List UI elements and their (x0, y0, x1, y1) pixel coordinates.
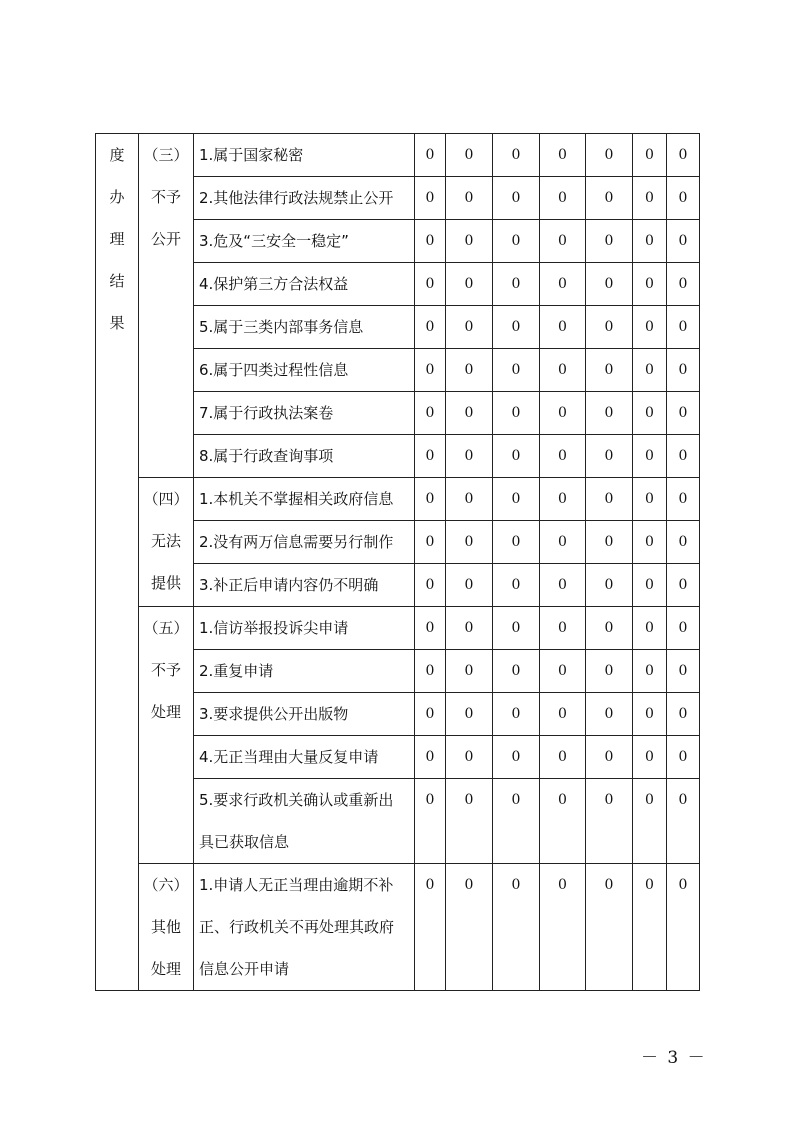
value-cell: 0 (633, 177, 667, 220)
value-cell: 0 (446, 779, 493, 864)
value-cell: 0 (633, 736, 667, 779)
value-cell: 0 (446, 392, 493, 435)
value-cell: 0 (667, 220, 700, 263)
category-label-line: 处理 (150, 703, 181, 721)
item-cell (194, 693, 415, 736)
value-cell: 0 (493, 521, 540, 564)
value-cell: 0 (493, 779, 540, 864)
value-cell: 0 (667, 779, 700, 864)
item-text-line: 2.重复申请 (199, 662, 274, 680)
section-label-char: 果 (109, 314, 125, 332)
category-label-line: （五） (143, 619, 189, 637)
value-cell: 0 (415, 349, 446, 392)
value-cell: 0 (540, 478, 586, 521)
value-cell: 0 (540, 693, 586, 736)
value-cell: 0 (667, 607, 700, 650)
value-cell: 0 (415, 607, 446, 650)
item-text-line: 2.其他法律行政法规禁止公开 (199, 189, 394, 207)
category-label-line: 提供 (150, 574, 181, 592)
value-cell: 0 (667, 349, 700, 392)
item-cell (194, 435, 415, 478)
value-cell: 0 (633, 392, 667, 435)
value-cell: 0 (446, 220, 493, 263)
item-text-line: 1.申请人无正当理由逾期不补 (199, 876, 394, 894)
value-cell: 0 (667, 864, 700, 991)
value-cell: 0 (540, 306, 586, 349)
value-cell: 0 (586, 607, 633, 650)
value-cell: 0 (633, 650, 667, 693)
category-cell (139, 478, 194, 607)
value-cell: 0 (667, 521, 700, 564)
value-cell: 0 (415, 392, 446, 435)
item-cell (194, 392, 415, 435)
section-label-char: 办 (109, 188, 125, 206)
item-cell (194, 220, 415, 263)
value-cell: 0 (446, 736, 493, 779)
value-cell: 0 (586, 349, 633, 392)
item-text-line: 信息公开申请 (199, 960, 290, 978)
value-cell: 0 (586, 220, 633, 263)
value-cell: 0 (586, 392, 633, 435)
item-cell (194, 521, 415, 564)
category-cell (139, 134, 194, 478)
value-cell: 0 (586, 177, 633, 220)
value-cell: 0 (540, 435, 586, 478)
value-cell: 0 (667, 736, 700, 779)
category-label-line: 处理 (150, 960, 181, 978)
item-cell (194, 607, 415, 650)
value-cell: 0 (586, 650, 633, 693)
value-cell: 0 (493, 650, 540, 693)
value-cell: 0 (540, 220, 586, 263)
value-cell: 0 (446, 693, 493, 736)
value-cell: 0 (415, 134, 446, 177)
item-text-line: 2.没有两万信息需要另行制作 (199, 533, 394, 551)
category-label-line: 其他 (150, 918, 181, 936)
item-text-line: 7.属于行政执法案卷 (199, 404, 334, 422)
value-cell: 0 (493, 607, 540, 650)
value-cell: 0 (540, 736, 586, 779)
value-cell: 0 (667, 306, 700, 349)
item-cell (194, 864, 415, 991)
item-text-line: 5.要求行政机关确认或重新出 (199, 791, 394, 809)
value-cell: 0 (493, 220, 540, 263)
value-cell: 0 (446, 521, 493, 564)
value-cell: 0 (493, 263, 540, 306)
value-cell: 0 (586, 134, 633, 177)
value-cell: 0 (586, 693, 633, 736)
value-cell: 0 (540, 392, 586, 435)
value-cell: 0 (540, 134, 586, 177)
category-label-line: （六） (143, 876, 189, 894)
section-label-char: 度 (109, 146, 125, 164)
value-cell: 0 (540, 349, 586, 392)
item-text-line: 6.属于四类过程性信息 (199, 361, 349, 379)
value-cell: 0 (540, 779, 586, 864)
value-cell: 0 (633, 864, 667, 991)
item-cell (194, 650, 415, 693)
value-cell: 0 (633, 134, 667, 177)
value-cell: 0 (415, 693, 446, 736)
value-cell: 0 (540, 864, 586, 991)
value-cell: 0 (540, 650, 586, 693)
item-text-line: 具已获取信息 (199, 833, 290, 851)
value-cell: 0 (415, 435, 446, 478)
value-cell: 0 (415, 864, 446, 991)
value-cell: 0 (446, 650, 493, 693)
item-text-line: 3.要求提供公开出版物 (199, 705, 349, 723)
table-row (96, 864, 700, 991)
value-cell: 0 (586, 864, 633, 991)
value-cell: 0 (540, 521, 586, 564)
item-text-line: 3.补正后申请内容仍不明确 (199, 576, 379, 594)
table-row (96, 478, 700, 521)
value-cell: 0 (446, 134, 493, 177)
section-label-cell (96, 134, 139, 991)
value-cell: 0 (415, 521, 446, 564)
item-text-line: 1.信访举报投诉尖申请 (199, 619, 349, 637)
category-label-line: （四） (143, 490, 189, 508)
value-cell: 0 (633, 263, 667, 306)
value-cell: 0 (633, 564, 667, 607)
value-cell: 0 (586, 564, 633, 607)
value-cell: 0 (493, 349, 540, 392)
value-cell: 0 (446, 177, 493, 220)
value-cell: 0 (633, 478, 667, 521)
item-text-line: 1.属于国家秘密 (199, 146, 304, 164)
value-cell: 0 (586, 736, 633, 779)
section-label-char: 结 (109, 272, 125, 290)
value-cell: 0 (415, 779, 446, 864)
value-cell: 0 (633, 607, 667, 650)
value-cell: 0 (415, 564, 446, 607)
value-cell: 0 (540, 177, 586, 220)
value-cell: 0 (493, 177, 540, 220)
item-cell (194, 478, 415, 521)
value-cell: 0 (415, 306, 446, 349)
item-text-line: 1.本机关不掌握相关政府信息 (199, 490, 394, 508)
value-cell: 0 (586, 478, 633, 521)
item-cell (194, 779, 415, 864)
value-cell: 0 (493, 864, 540, 991)
section-label-char: 理 (109, 230, 125, 248)
value-cell: 0 (633, 220, 667, 263)
value-cell: 0 (667, 650, 700, 693)
value-cell: 0 (446, 349, 493, 392)
item-text-line: 8.属于行政查询事项 (199, 447, 334, 465)
value-cell: 0 (415, 177, 446, 220)
category-cell (139, 607, 194, 864)
value-cell: 0 (633, 779, 667, 864)
item-cell (194, 177, 415, 220)
disposition-results-table (95, 133, 700, 991)
value-cell: 0 (667, 134, 700, 177)
value-cell: 0 (540, 564, 586, 607)
value-cell: 0 (667, 177, 700, 220)
page-number: － 3 － (641, 1048, 707, 1068)
item-cell (194, 736, 415, 779)
value-cell: 0 (493, 306, 540, 349)
value-cell: 0 (446, 263, 493, 306)
value-cell: 0 (415, 263, 446, 306)
value-cell: 0 (540, 263, 586, 306)
value-cell: 0 (586, 521, 633, 564)
value-cell: 0 (633, 435, 667, 478)
item-text-line: 3.危及“三安全一稳定” (199, 232, 349, 250)
table-row (96, 134, 700, 177)
value-cell: 0 (586, 306, 633, 349)
value-cell: 0 (586, 779, 633, 864)
item-text-line: 4.无正当理由大量反复申请 (199, 748, 379, 766)
value-cell: 0 (493, 478, 540, 521)
category-label-line: 不予 (150, 188, 181, 206)
value-cell: 0 (633, 693, 667, 736)
value-cell: 0 (667, 435, 700, 478)
value-cell: 0 (586, 263, 633, 306)
item-cell (194, 564, 415, 607)
value-cell: 0 (415, 220, 446, 263)
value-cell: 0 (493, 134, 540, 177)
value-cell: 0 (493, 435, 540, 478)
item-cell (194, 306, 415, 349)
value-cell: 0 (540, 607, 586, 650)
value-cell: 0 (446, 564, 493, 607)
value-cell: 0 (667, 478, 700, 521)
value-cell: 0 (446, 306, 493, 349)
category-cell (139, 864, 194, 991)
category-label-line: （三） (143, 146, 189, 164)
value-cell: 0 (633, 349, 667, 392)
value-cell: 0 (633, 306, 667, 349)
value-cell: 0 (493, 693, 540, 736)
table-row (96, 607, 700, 650)
value-cell: 0 (446, 478, 493, 521)
value-cell: 0 (415, 736, 446, 779)
value-cell: 0 (493, 392, 540, 435)
value-cell: 0 (667, 564, 700, 607)
item-cell (194, 134, 415, 177)
value-cell: 0 (667, 693, 700, 736)
value-cell: 0 (493, 564, 540, 607)
item-text-line: 4.保护第三方合法权益 (199, 275, 349, 293)
category-label-line: 不予 (150, 661, 181, 679)
value-cell: 0 (446, 607, 493, 650)
value-cell: 0 (446, 864, 493, 991)
value-cell: 0 (633, 521, 667, 564)
category-label-line: 公开 (150, 230, 181, 248)
value-cell: 0 (586, 435, 633, 478)
value-cell: 0 (446, 435, 493, 478)
value-cell: 0 (415, 478, 446, 521)
item-text-line: 5.属于三类内部事务信息 (199, 318, 364, 336)
value-cell: 0 (667, 392, 700, 435)
value-cell: 0 (667, 263, 700, 306)
value-cell: 0 (415, 650, 446, 693)
item-cell (194, 263, 415, 306)
item-text-line: 正、行政机关不再处理其政府 (199, 918, 395, 936)
value-cell: 0 (493, 736, 540, 779)
category-label-line: 无法 (150, 532, 181, 550)
item-cell (194, 349, 415, 392)
